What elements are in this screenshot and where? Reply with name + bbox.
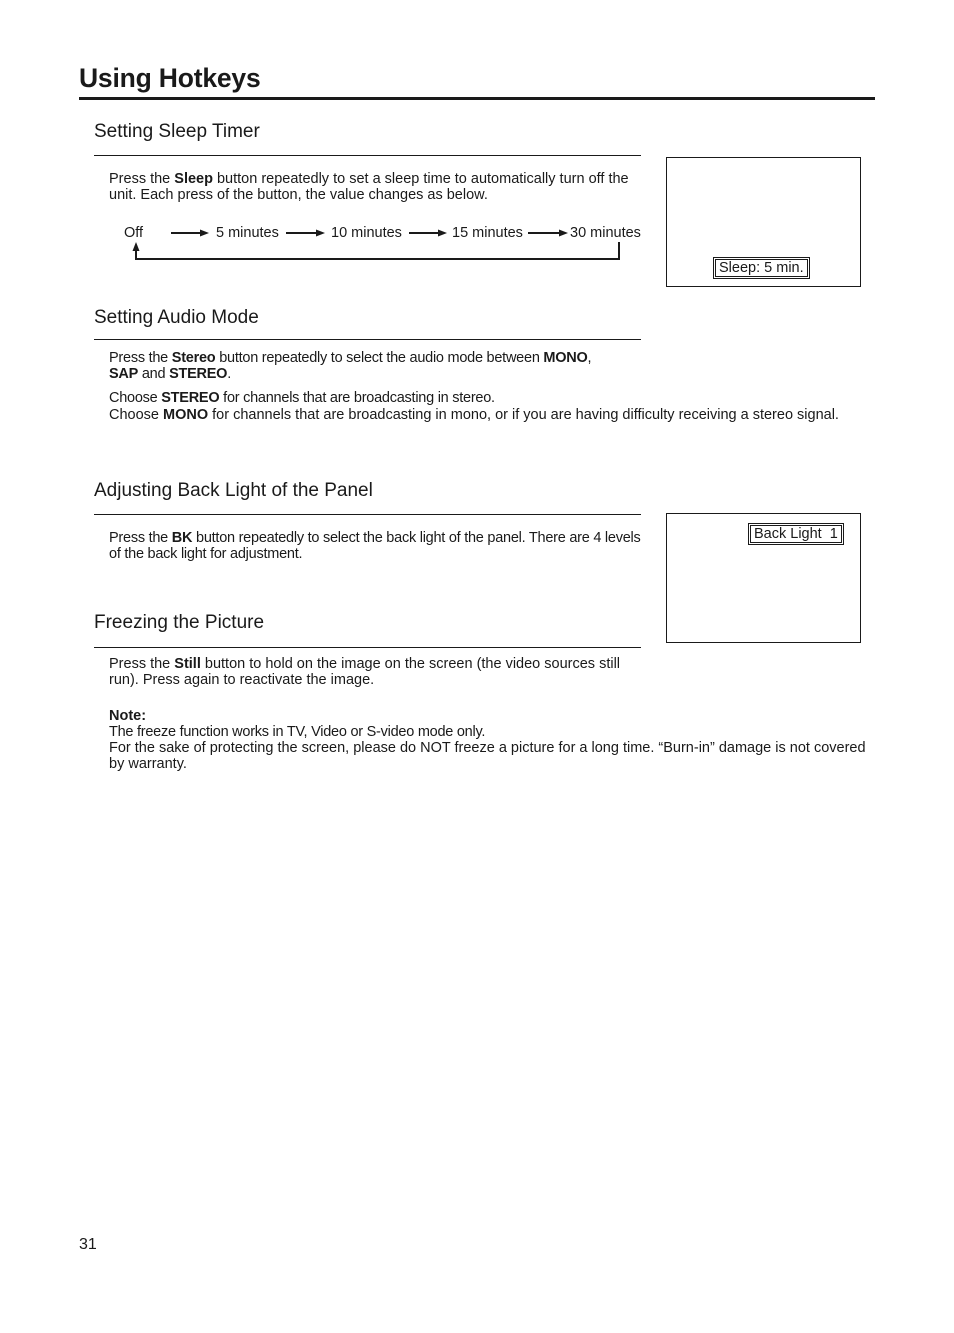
flow-30-minutes: 30 minutes — [570, 225, 641, 241]
sleep-osd-screen — [666, 157, 861, 287]
back-light-osd-screen — [666, 513, 861, 643]
freeze-note — [109, 708, 869, 772]
audio-stereo-choice: Choose STEREO for channels that are broadcasting in stereo. — [109, 390, 495, 406]
freeze-description: Press the Still button to hold on the image on the screen (the video sources still run). Press again to reactivate the image. — [109, 656, 621, 688]
still-button-label: Still — [174, 656, 201, 672]
freeze-divider — [94, 647, 641, 648]
back-light-description: Press the BK button repeatedly to select the back light of the panel. There are 4 levels of the back light for adjustment. — [109, 530, 641, 562]
flow-off: Off — [124, 225, 144, 241]
arrow-right-icon — [528, 230, 568, 237]
audio-mode-description: Press the Stereo button repeatedly to select the audio mode between MONO, SAP and STEREO. — [109, 350, 592, 382]
back-light-heading: Adjusting Back Light of the Panel — [94, 480, 373, 501]
freeze-heading: Freezing the Picture — [94, 612, 265, 633]
sleep-osd-label: Sleep: 5 min. — [715, 259, 808, 277]
stereo-button-label: Stereo — [171, 350, 216, 366]
arrow-right-icon — [286, 230, 325, 237]
flow-10-minutes: 10 minutes — [331, 225, 402, 241]
arrow-right-icon — [409, 230, 447, 237]
flow-5-minutes: 5 minutes — [216, 225, 279, 241]
flow-15-minutes: 15 minutes — [452, 225, 523, 241]
title-divider — [79, 97, 875, 100]
page-number: 31 — [79, 1236, 97, 1253]
sleep-flow-arrows — [120, 224, 660, 266]
arrow-right-icon — [171, 230, 209, 237]
back-light-divider — [94, 514, 641, 515]
note-label: Note: — [109, 708, 147, 724]
page-title: Using Hotkeys — [79, 63, 261, 93]
sleep-timer-heading: Setting Sleep Timer — [94, 121, 260, 142]
audio-mono-choice: Choose MONO for channels that are broadcasting in mono, or if you are having difficulty receiving a stereo signal. — [109, 407, 839, 423]
loop-back-arrow-icon — [133, 242, 620, 259]
sleep-timer-divider — [94, 155, 641, 156]
note-line-2: For the sake of protecting the screen, please do NOT freeze a picture for a long time. “Burn-in” damage is not covered by warranty. — [109, 740, 866, 772]
bk-button-label: BK — [171, 530, 193, 546]
audio-mode-divider — [94, 339, 641, 340]
sleep-button-label: Sleep — [174, 171, 213, 187]
note-line-1: The freeze function works in TV, Video or S-video mode only. — [109, 724, 486, 740]
back-light-osd-label: Back Light 1 — [750, 525, 842, 543]
audio-mode-heading: Setting Audio Mode — [94, 307, 259, 328]
sleep-timer-description: Press the Sleep button repeatedly to set a sleep time to automatically turn off the unit. Each press of the button, the value changes as below. — [109, 171, 629, 203]
